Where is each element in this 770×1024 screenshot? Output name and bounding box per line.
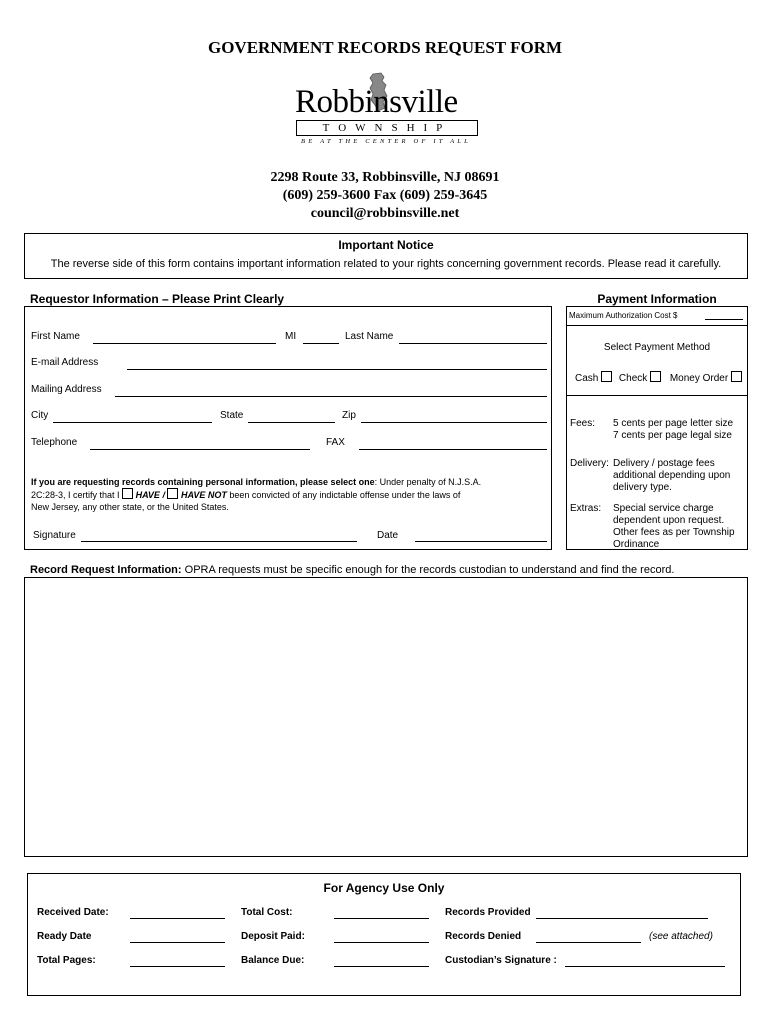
state-field[interactable]	[248, 422, 335, 423]
total-cost-field[interactable]	[334, 918, 429, 919]
delivery-line-3: delivery type.	[613, 482, 672, 493]
balance-due-label: Balance Due:	[241, 955, 305, 966]
records-denied-field[interactable]	[536, 942, 641, 943]
email-line: council@robbinsville.net	[310, 206, 460, 221]
extras-text	[613, 503, 735, 551]
record-request-caption	[30, 564, 674, 576]
record-request-label: Record Request Information:	[30, 564, 182, 576]
money-order-checkbox[interactable]	[731, 371, 742, 382]
delivery-label: Delivery:	[570, 458, 609, 469]
fax-label: FAX	[326, 437, 345, 448]
extras-line-1: Special service charge	[613, 503, 714, 514]
total-pages-label: Total Pages:	[37, 955, 96, 966]
record-request-text: OPRA requests must be specific enough for the records custodian to understand and find the record.	[181, 564, 675, 576]
have-checkbox[interactable]	[122, 488, 133, 499]
extras-line-3: Other fees as per Township	[613, 527, 735, 538]
mailing-field[interactable]	[115, 396, 547, 397]
check-checkbox[interactable]	[650, 371, 661, 382]
agency-heading: For Agency Use Only	[323, 881, 445, 895]
last-name-field[interactable]	[399, 343, 547, 344]
phone-fax-line: (609) 259-3600 Fax (609) 259-3645	[282, 188, 488, 203]
records-provided-label: Records Provided	[445, 907, 531, 918]
last-name-label: Last Name	[345, 331, 394, 342]
deposit-paid-field[interactable]	[334, 942, 429, 943]
certify-line3: New Jersey, any other state, or the United States.	[31, 502, 229, 512]
fees-label: Fees:	[570, 418, 596, 429]
have-not-checkbox[interactable]	[167, 488, 178, 499]
signature-field[interactable]	[81, 541, 357, 542]
have-label: HAVE	[135, 490, 160, 500]
records-denied-label: Records Denied	[445, 931, 522, 942]
deposit-paid-label: Deposit Paid:	[241, 931, 305, 942]
cash-checkbox[interactable]	[601, 371, 612, 382]
slash-separator: /	[162, 490, 165, 500]
payment-divider	[567, 395, 747, 396]
certify-start: 2C:28-3, I certify that I	[31, 490, 120, 500]
first-name-label: First Name	[31, 331, 80, 342]
total-cost-label: Total Cost:	[241, 907, 293, 918]
notice-heading: Important Notice	[338, 238, 434, 252]
email-label: E-mail Address	[31, 357, 99, 368]
notice-text: The reverse side of this form contains important information related to your rights concerning government records. Please read it carefully.	[50, 258, 722, 270]
zip-label: Zip	[342, 410, 356, 421]
ready-date-label: Ready Date	[37, 931, 92, 942]
personal-info-statement	[31, 476, 551, 513]
fees-text	[613, 418, 733, 442]
first-name-field[interactable]	[93, 343, 276, 344]
select-method-label: Select Payment Method	[603, 342, 711, 353]
logo-township-bar: TOWNSHIP	[296, 120, 478, 136]
delivery-line-1: Delivery / postage fees	[613, 458, 715, 469]
received-date-label: Received Date:	[37, 907, 109, 918]
address-line: 2298 Route 33, Robbinsville, NJ 08691	[270, 170, 500, 185]
extras-label: Extras:	[570, 503, 602, 514]
see-attached-note: (see attached)	[649, 931, 713, 942]
agency-use-box	[27, 873, 741, 996]
mi-field[interactable]	[303, 343, 339, 344]
extras-line-2: dependent upon request.	[613, 515, 725, 526]
record-request-textarea[interactable]	[24, 577, 748, 857]
delivery-text	[613, 458, 730, 494]
fees-legal: 7 cents per page legal size	[613, 430, 732, 441]
mailing-label: Mailing Address	[31, 384, 102, 395]
max-auth-row	[567, 307, 747, 326]
delivery-line-2: additional depending upon	[613, 470, 731, 481]
fees-letter: 5 cents per page letter size	[613, 418, 734, 429]
received-date-field[interactable]	[130, 918, 225, 919]
city-label: City	[31, 410, 49, 421]
cash-label: Cash	[575, 373, 599, 384]
balance-due-field[interactable]	[334, 966, 429, 967]
state-label: State	[220, 410, 244, 421]
personal-info-rest: : Under penalty of N.J.S.A.	[374, 477, 482, 487]
money-order-label: Money Order	[669, 373, 729, 384]
logo-wordmark: Robbinsville	[295, 84, 458, 120]
custodian-signature-label: Custodian’s Signature :	[445, 955, 557, 966]
signature-label: Signature	[33, 530, 76, 541]
payment-method-row	[575, 371, 742, 384]
records-provided-field[interactable]	[536, 918, 708, 919]
custodian-signature-field[interactable]	[565, 966, 725, 967]
fax-field[interactable]	[359, 449, 547, 450]
have-not-label: HAVE NOT	[180, 490, 227, 500]
form-title: GOVERNMENT RECORDS REQUEST FORM	[207, 38, 563, 57]
certify-end: been convicted of any indictable offense under the laws of	[229, 490, 461, 500]
telephone-field[interactable]	[90, 449, 310, 450]
notice-box	[24, 233, 748, 279]
date-label: Date	[377, 530, 399, 541]
telephone-label: Telephone	[31, 437, 78, 448]
requestor-box	[24, 306, 552, 550]
payment-heading: Payment Information	[597, 292, 717, 306]
payment-box	[566, 306, 748, 550]
personal-info-bold: If you are requesting records containing personal information, please select one	[31, 477, 375, 487]
zip-field[interactable]	[361, 422, 547, 423]
email-field[interactable]	[127, 369, 547, 370]
check-label: Check	[618, 373, 648, 384]
total-pages-field[interactable]	[130, 966, 225, 967]
city-field[interactable]	[53, 422, 212, 423]
requestor-heading: Requestor Information – Please Print Clearly	[30, 292, 285, 306]
max-auth-label: Maximum Authorization Cost $	[569, 311, 678, 320]
township-logo	[295, 72, 480, 152]
logo-tagline: BE AT THE CENTER OF IT ALL	[301, 138, 471, 145]
date-field[interactable]	[415, 541, 547, 542]
max-auth-field[interactable]	[705, 319, 743, 320]
extras-line-4: Ordinance	[613, 539, 660, 550]
ready-date-field[interactable]	[130, 942, 225, 943]
mi-label: MI	[285, 331, 297, 342]
